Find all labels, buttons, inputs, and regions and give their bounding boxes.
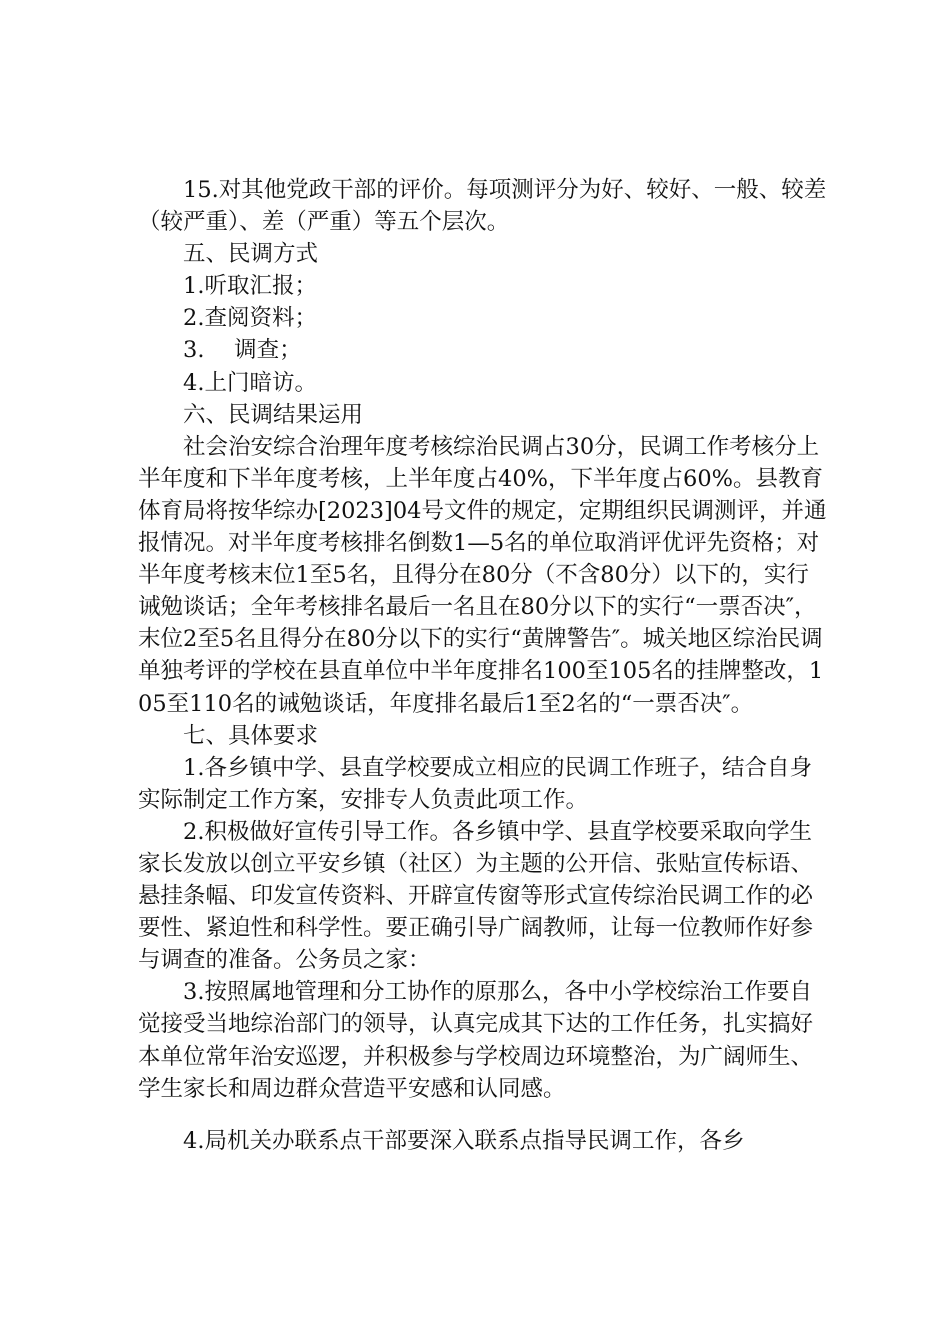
paragraph-requirement-3: 3.按照属地管理和分工协作的原那么，各中小学校综治工作要自觉接受当地综治部门的领导，认真完成其下达的工作任务，扎实搞好本单位常年治安巡逻，并积极参与学校周边环境整治，为广阔师生、学生家长和周边群众营造平安感和认同感。 — [138, 979, 814, 1102]
document-body — [138, 174, 828, 1157]
list-item: 4.上门暗访。 — [183, 369, 317, 396]
section-heading-result-use: 六、民调结果运用 — [183, 401, 364, 428]
paragraph-requirement-2: 2.积极做好宣传引导工作。各乡镇中学、县直学校要采取向学生家长发放以创立平安乡镇（社区）为主题的公开信、张贴宣传标语、悬挂条幅、印发宣传资料、开辟宣传窗等形式宣传综治民调工作的必要性、紧迫性和科学性。要正确引导广阔教师，让每一位教师作好参与调查的准备。公务员之家： — [138, 818, 814, 974]
list-item: 1.听取汇报； — [183, 273, 317, 300]
section-heading-survey-method: 五、民调方式 — [183, 241, 319, 268]
list-item: 3. 调查； — [183, 337, 302, 364]
list-item: 2.查阅资料； — [183, 305, 317, 332]
paragraph-requirement-4: 4.局机关办联系点干部要深入联系点指导民调工作，各乡 — [183, 1127, 745, 1154]
section-heading-requirements: 七、具体要求 — [183, 722, 319, 749]
paragraph-requirement-1: 1.各乡镇中学、县直学校要成立相应的民调工作班子，结合自身实际制定工作方案，安排专人负责此项工作。 — [138, 754, 812, 813]
paragraph-item-15: 15.对其他党政干部的评价。每项测评分为好、较好、一般、较差（较严重）、差（严重）等五个层次。 — [138, 177, 827, 236]
paragraph-result-use: 社会治安综合治理年度考核综治民调占30分，民调工作考核分上半年度和下半年度考核，上半年度占40%，下半年度占60%。县教育体育局将按华综办[2023]04号文件的规定，定期组织民调测评，并通报情况。对半年度考核排名倒数1—5名的单位取消评优评先资格；对半年度考核末位1至5名，且得分在80分（不含80分）以下的，实行诫勉谈话；全年考核排名最后一名且在80分以下的实行“一票否决″，末位2至5名且得分在80分以下的实行“黄牌警告″。城关地区综治民调单独考评的学校在县直单位中半年度排名100至105名的挂牌整改，105至110名的诫勉谈话，年度排名最后1至2名的“一票否决″。 — [138, 433, 827, 717]
